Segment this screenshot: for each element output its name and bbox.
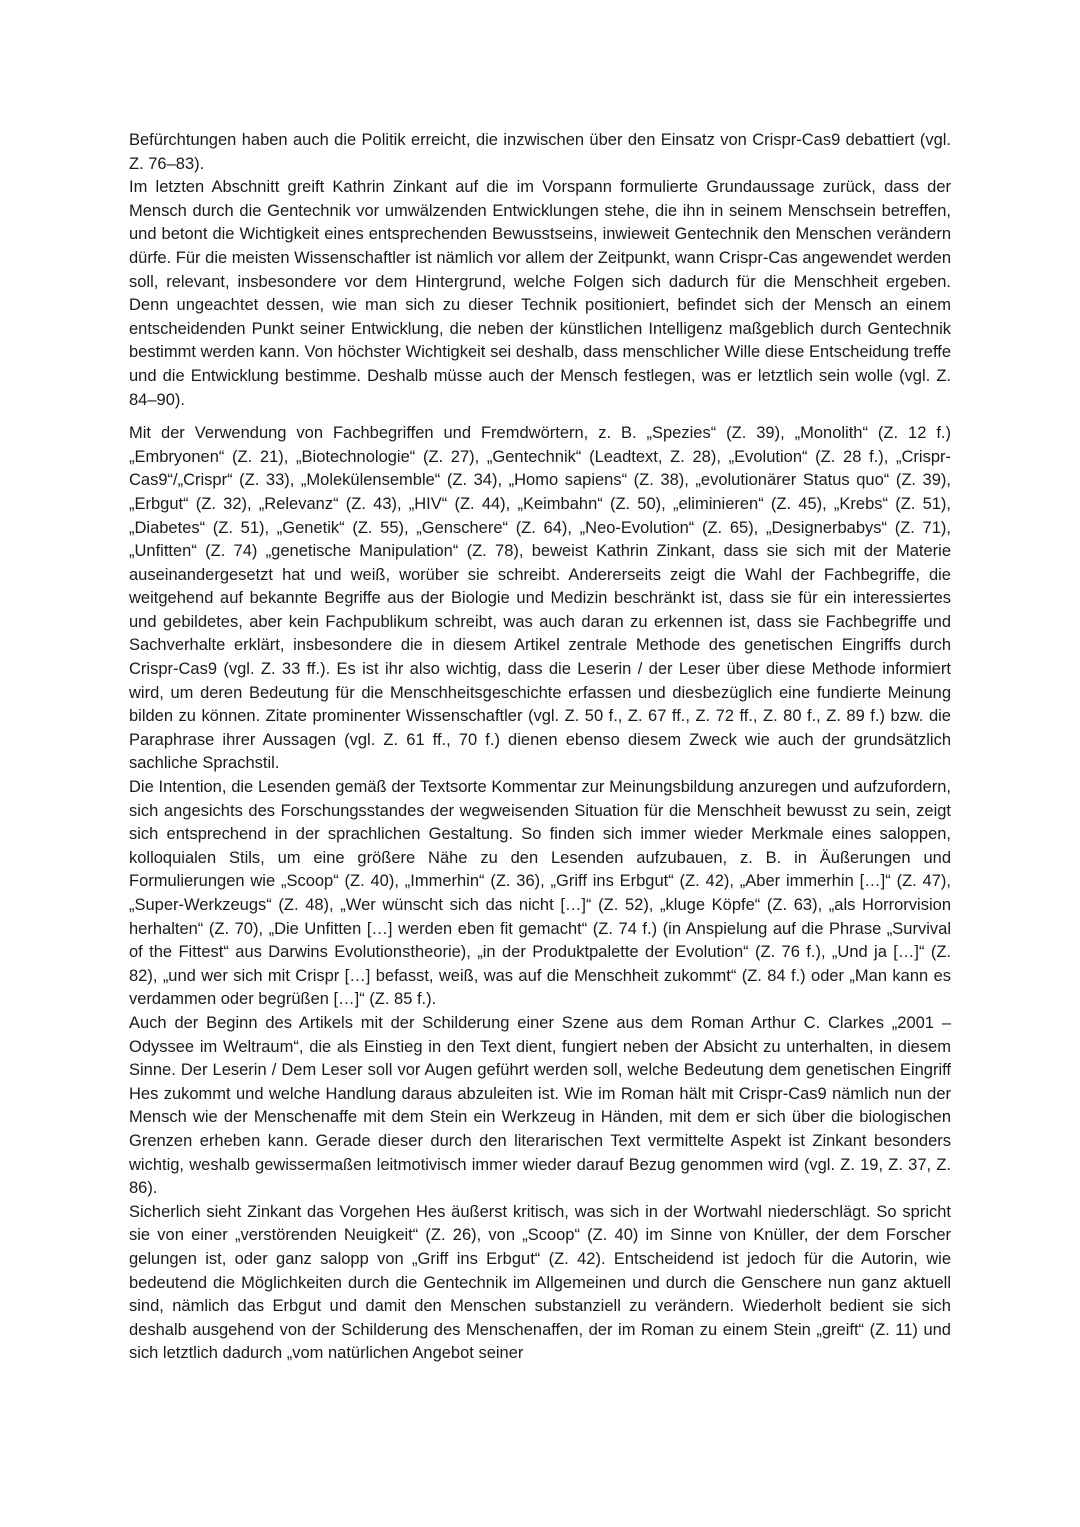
document-page: [129, 129, 951, 1366]
paragraph-word-choice: Sicherlich sieht Zinkant das Vorgehen Hes äußerst kritisch, was sich in der Wortwahl niederschlägt. So spricht sie von einer „verstörenden Neuigkeit“ (Z. 26), von „Scoop“ (Z. 40) im Sinne von Knüller, der dem Forscher gelungen ist, oder ganz salopp von „Griff ins Erbgut“ (Z. 42). Entscheidend ist jedoch für die Autorin, wie bedeutend die Möglichkeiten durch die Gentechnik im Allgemeinen und durch die Genschere nun ganz aktuell sind, nämlich das Erbgut und damit den Menschen substanziell zu verändern. Wiederholt bedient sie sich deshalb ausgehend von der Schilderung des Menschenaffen, der im Roman zu einem Stein „greift“ (Z. 11) und sich letztlich dadurch „vom natürlichen Angebot seiner: [129, 1202, 951, 1363]
paragraph-novel-beginning: Auch der Beginn des Artikels mit der Schilderung einer Szene aus dem Roman Arthur C. Clarkes „2001 – Odyssee im Weltraum“, die als Einstieg in den Text dient, fungiert neben der Absicht zu unterhalten, in diesem Sinne. Der Leserin / Dem Leser soll vor Augen geführt werden soll, welche Bedeutung dem genetischen Eingriff Hes zukommt und welche Handlung daraus abzuleiten ist. Wie im Roman hält mit Crispr-Cas9 nämlich nun der Mensch wie der Menschenaffe mit dem Stein ein Werkzeug in Händen, mit dem er sich über die biologischen Grenzen erheben kann. Gerade dieser durch den literarischen Text vermittelte Aspekt ist Zinkant besonders wichtig, weshalb gewissermaßen leitmotivisch immer wieder darauf Bezug genommen wird (vgl. Z. 19, Z. 37, Z. 86).: [129, 1013, 951, 1198]
paragraph-politics: Befürchtungen haben auch die Politik erreicht, die inzwischen über den Einsatz von Crispr-Cas9 debattiert (vgl. Z. 76–83).: [129, 131, 951, 173]
paragraph-intention: Die Intention, die Lesenden gemäß der Textsorte Kommentar zur Meinungsbildung anzuregen und aufzufordern, sich angesichts des Forschungsstandes der wegweisenden Situation für die Menschheit bewusst zu sein, zeigt sich entsprechend in der sprachlichen Gestaltung. So finden sich immer wieder Merkmale eines saloppen, kolloquialen Stils, um eine größere Nähe zu den Lesenden aufzubauen, z. B. in Äußerungen und Formulierungen wie „Scoop“ (Z. 40), „Immerhin“ (Z. 36), „Griff ins Erbgut“ (Z. 42), „Aber immerhin […]“ (Z. 47), „Super-Werkzeugs“ (Z. 48), „Wer wünscht sich das nicht […]“ (Z. 52), „kluge Köpfe“ (Z. 63), „als Horrorvision herhalten“ (Z. 70), „Die Unfitten […] werden eben fit gemacht“ (Z. 74 f.) (in Anspielung auf die Phrase „Survival of the Fittest“ aus Darwins Evolutionstheorie), „in der Produktpalette der Evolution“ (Z. 76 f.), „Und ja […]“ (Z. 82), „und wer sich mit Crispr […] befasst, weiß, was auf die Menschheit zukommt“ (Z. 84 f.) oder „Man kann es verdammen oder begrüßen […]“ (Z. 85 f.).: [129, 778, 951, 1009]
paragraph-technical-terms: Mit der Verwendung von Fachbegriffen und Fremdwörtern, z. B. „Spezies“ (Z. 39), „Monolith“ (Z. 12 f.) „Embryonen“ (Z. 21), „Biotechnologie“ (Z. 27), „Gentechnik“ (Leadtext, Z. 28), „Evolution“ (Z. 28 f.), „Crispr-Cas9“/„Crispr“ (Z. 33), „Molekülensemble“ (Z. 34), „Homo sapiens“ (Z. 38), „evolutionärer Status quo“ (Z. 39), „Erbgut“ (Z. 32), „Relevanz“ (Z. 43), „HIV“ (Z. 44), „Keimbahn“ (Z. 50), „eliminieren“ (Z. 45), „Krebs“ (Z. 51), „Diabetes“ (Z. 51), „Genetik“ (Z. 55), „Genschere“ (Z. 64), „Neo-Evolution“ (Z. 65), „Designerbabys“ (Z. 71), „Unfitten“ (Z. 74) „genetische Manipulation“ (Z. 78), beweist Kathrin Zinkant, dass sie sich mit der Materie auseinandergesetzt hat und weiß, worüber sie schreibt. Andererseits zeigt die Wahl der Fachbegriffe, die weitgehend auf bekannte Begriffe aus der Biologie und Medizin beschränkt ist, dass sie für ein interessiertes und gebildetes, aber kein Fachpublikum schreibt, was auch daran zu erkennen ist, dass sie Fachbegriffe und Sachverhalte erklärt, insbesondere die in diesem Artikel zentrale Methode des genetischen Eingriffs durch Crispr-Cas9 (vgl. Z. 33 ff.). Es ist ihr also wichtig, dass die Leserin / der Leser über diese Methode informiert wird, um deren Bedeutung für die Menschheitsgeschichte erfassen und diesbezüglich eine fundierte Meinung bilden zu können. Zitate prominenter Wissenschaftler (vgl. Z. 50 f., Z. 67 ff., Z. 72 ff., Z. 80 f., Z. 89 f.) bzw. die Paraphrase ihrer Aussagen (vgl. Z. 61 ff., 70 f.) dienen ebenso diesem Zweck wie auch der grundsätzlich sachliche Sprachstil.: [129, 424, 951, 773]
paragraph-last-section: Im letzten Abschnitt greift Kathrin Zinkant auf die im Vorspann formulierte Grundaussage zurück, dass der Mensch durch die Gentechnik vor umwälzenden Entwicklungen stehe, die ihn in seinem Menschsein betreffen, und betont die Wichtigkeit eines entsprechenden Bewusstseins, inwieweit Gentechnik den Menschen verändern dürfe. Für die meisten Wissenschaftler ist nämlich vor allem der Zeitpunkt, wann Crispr-Cas angewendet werden soll, relevant, insbesondere vor dem Hintergrund, welche Folgen sich dadurch für die Menschheit ergeben. Denn ungeachtet dessen, wie man sich zu dieser Technik positioniert, befindet sich der Mensch an einem entscheidenden Punkt seiner Entwicklung, die neben der künstlichen Intelligenz maßgeblich durch Gentechnik bestimmt werden kann. Von höchster Wichtigkeit sei deshalb, dass menschlicher Wille diese Entscheidung treffe und die Entwicklung bestimme. Deshalb müsse auch der Mensch festlegen, was er letztlich sein wolle (vgl. Z. 84–90).: [129, 178, 951, 409]
